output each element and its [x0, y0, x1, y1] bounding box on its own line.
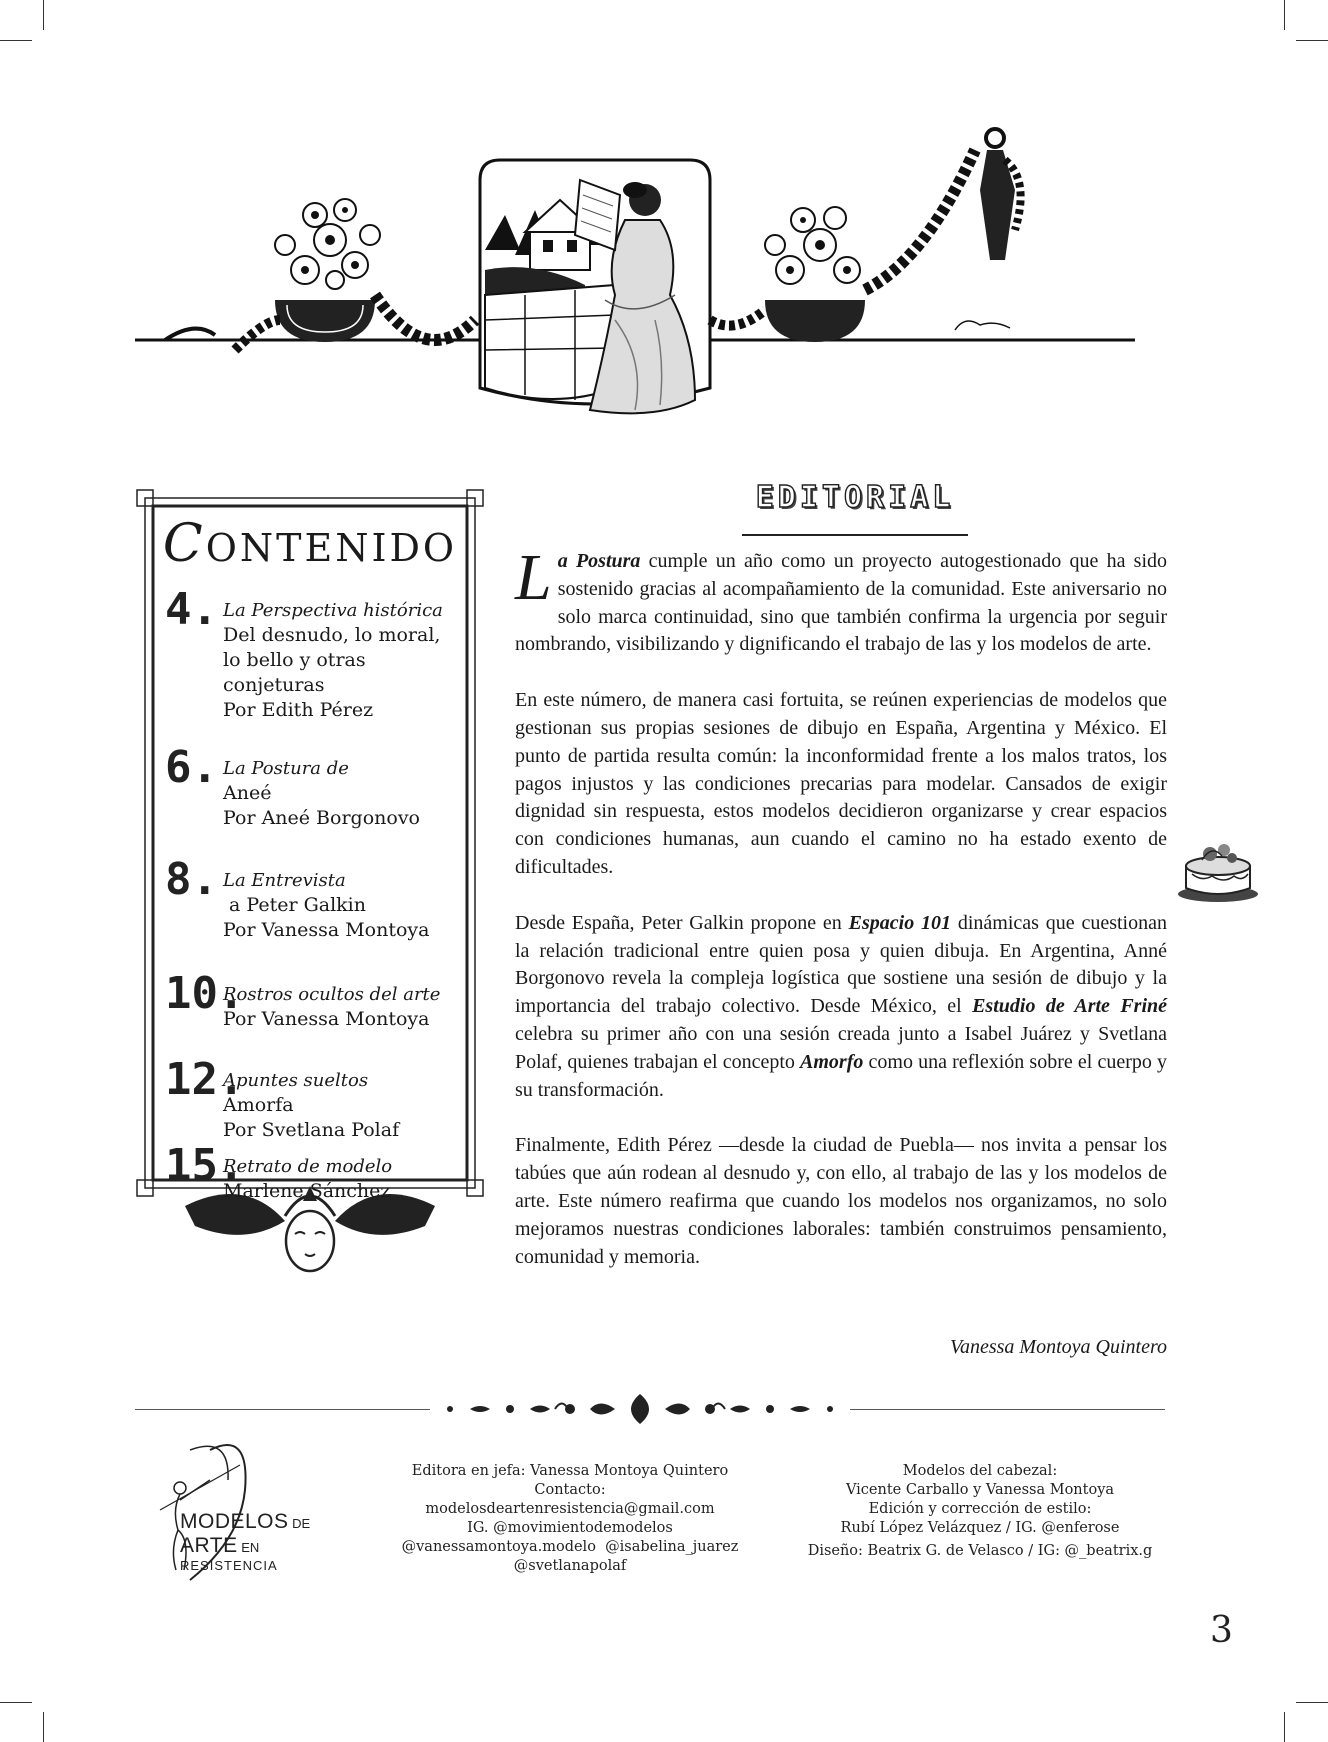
toc-page-number: 10. [165, 968, 245, 1019]
credits-left [385, 1462, 755, 1576]
magazine-name: a Postura [557, 550, 641, 572]
toc-section-title: Apuntes sueltos [223, 1070, 369, 1091]
logo-word-resistencia: RESISTENCIA [180, 1558, 278, 1573]
toc-section-title: Retrato de modelo [223, 1156, 393, 1177]
toc-entry [165, 1140, 475, 1204]
crop-mark [1296, 40, 1328, 41]
toc-page-number: 15. [165, 1140, 245, 1191]
toc-entry-lines [223, 598, 475, 723]
credit-line: Rubí López Velázquez / IG. @enferose [840, 1520, 1120, 1536]
drop-cap: L [515, 541, 552, 614]
toc-entry-line: Marlene Sánchez [223, 1180, 391, 1202]
crop-mark [43, 0, 44, 30]
toc-entry-line: conjeturas [223, 674, 325, 696]
toc-entry-line: Amorfa [223, 1094, 294, 1116]
p3-text-g: como una reflexión sobre el cuerpo y su transformación. [515, 1050, 1167, 1101]
logo-word-arte: ARTE [180, 1534, 238, 1557]
toc-page-number: 12. [165, 1054, 245, 1105]
espacio-101: Espacio 101 [848, 911, 952, 934]
p3-text-c: dinámicas que cuestionan la relación tradicional entre quien posa y quien dibuja. En Argentina, Anné Borgonovo revela la compleja logística que sostiene una sesión de dibujo y la importancia del trabajo colectivo. Desde México, el [515, 911, 1167, 1018]
logo-word-de: DE [288, 1516, 311, 1531]
editorial-paragraph-3 [515, 910, 1167, 1105]
toc-entry [165, 584, 475, 723]
toc-section-title: Rostros ocultos del arte [223, 984, 441, 1005]
toc-entry [165, 968, 475, 1032]
paragraph-1-text: cumple un año como un proyecto autogestionado que ha sido sostenido gracias al acompañamiento de la comunidad. Este aniversario no solo marca continuidad, sino que también confirma la urgencia por seguir nombrando, visibilizando y dignificando el trabajo de las y los modelos de arte. [515, 550, 1168, 656]
header-illustration [135, 120, 1135, 470]
credits-right [790, 1462, 1170, 1561]
credit-line: IG. @movimientodemodelos [467, 1520, 673, 1536]
page-number: 3 [1210, 1610, 1233, 1651]
toc-entry [165, 742, 475, 831]
table-of-contents [135, 486, 485, 1286]
p3-text-e: celebra su primer año con una sesión creada junto a Isabel Juárez y Svetlana Polaf, quienes trabajan el concepto [515, 1022, 1167, 1073]
crop-mark [0, 1702, 32, 1703]
toc-entry-line: a Peter Galkin [223, 894, 366, 916]
credit-line: Contacto: [534, 1482, 606, 1498]
credit-line: modelosdeartenresistencia@gmail.com [425, 1501, 715, 1517]
cake-ornament-icon [1172, 836, 1264, 906]
toc-entry-line: Por Aneé Borgonovo [223, 807, 420, 829]
credit-line: Modelos del cabezal: [902, 1463, 1058, 1479]
editorial-paragraph-4: Finalmente, Edith Pérez —desde la ciudad de Puebla— nos invita a pensar los tabúes que aún rodean al desnudo y, con ello, al trabajo de las y los modelos de arte. Este número reafirma que cuando los modelos nos organizamos, no solo mejoramos nuestras condiciones laborales: también construimos pensamiento, comunidad y memoria. [515, 1134, 1167, 1268]
editorial-paragraph-1 [515, 541, 1168, 659]
toc-page-number: 4. [165, 584, 218, 635]
credit-line: Edición y corrección de estilo: [868, 1501, 1092, 1517]
crop-mark [43, 1712, 44, 1742]
logo-word-en: EN [237, 1540, 260, 1555]
toc-entry-lines [223, 1154, 475, 1204]
credit-line: Diseño: Beatrix G. de Velasco / IG: @_beatrix.g [807, 1543, 1153, 1559]
toc-entry-line: Por Edith Pérez [223, 699, 374, 721]
editorial-rule [742, 534, 968, 536]
estudio-frine: Estudio de Arte Friné [972, 995, 1167, 1018]
logo-wordmark [180, 1510, 310, 1573]
toc-entry-line: Por Vanessa Montoya [223, 919, 430, 941]
toc-entry-line: Del desnudo, lo moral, [223, 624, 441, 646]
crop-mark [0, 40, 32, 41]
toc-section-title: La Entrevista [223, 870, 346, 891]
credit-line: Editora en jefa: Vanessa Montoya Quintero [411, 1463, 729, 1479]
editorial-body [515, 541, 1168, 1299]
crop-mark [1296, 1702, 1328, 1703]
logo-word-modelos: MODELOS [180, 1510, 289, 1533]
toc-section-title: La Postura de [223, 758, 349, 779]
toc-page-number: 8. [165, 854, 218, 905]
toc-entry-lines [223, 982, 475, 1032]
toc-entry-lines [223, 868, 475, 943]
toc-entry-line: lo bello y otras [223, 649, 366, 671]
toc-entry-line: Por Vanessa Montoya [223, 1008, 430, 1030]
credit-line: Vicente Carballo y Vanessa Montoya [845, 1482, 1115, 1498]
toc-entry [165, 854, 475, 943]
p3-text-a: Desde España, Peter Galkin propone en [515, 911, 849, 934]
credit-line: @svetlanapolaf [513, 1558, 627, 1574]
crop-mark [1284, 1712, 1285, 1742]
toc-entry-line: Aneé [223, 782, 272, 804]
amorfo: Amorfo [800, 1050, 864, 1073]
toc-page-number: 6. [165, 742, 218, 793]
toc-title-rest: ONTENIDO [205, 526, 458, 570]
toc-entry-lines [223, 1068, 475, 1143]
toc-title-initial: C [162, 514, 206, 574]
toc-section-title: La Perspectiva histórica [223, 600, 443, 621]
toc-entry [165, 1054, 475, 1143]
toc-title [135, 514, 485, 574]
editorial-paragraph-2: En este número, de manera casi fortuita, se reúnen experiencias de modelos que gestionan sus propias sesiones de dibujo en España, Argentina y México. El punto de partida resulta común: la inconformidad frente a los malos tratos, los pagos injustos y las condiciones precarias para modelar. Cansados de exigir dignidad sin respuesta, estos modelos decidieron organizarse y crear espacios con condiciones humanas, aun cuando el camino no ha estado exento de dificultades. [515, 689, 1167, 878]
crop-mark [1284, 0, 1285, 30]
editorial-signature: Vanessa Montoya Quintero [949, 1336, 1167, 1358]
toc-entry-lines [223, 756, 475, 831]
toc-entry-line: Por Svetlana Polaf [223, 1119, 400, 1141]
footer-ornament [430, 1392, 850, 1426]
credit-line: @vanessamontoya.modelo @isabelina_juarez [401, 1539, 739, 1555]
editorial-heading: EDITORIAL [755, 480, 955, 515]
